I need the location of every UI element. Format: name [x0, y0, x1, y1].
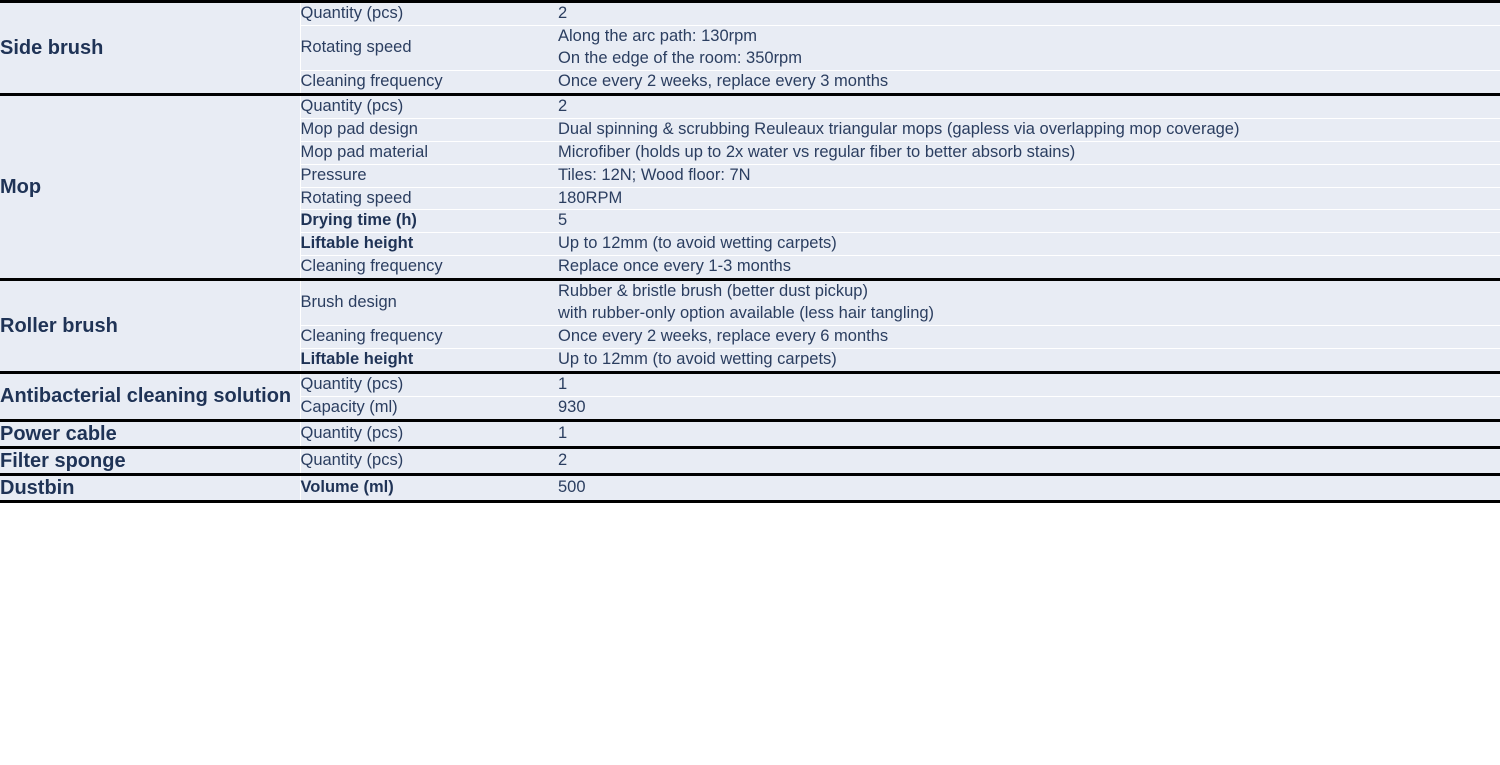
value-line: 930: [558, 397, 586, 416]
attribute-value: [558, 141, 1500, 164]
component-group-label: Antibacterial cleaning solution: [0, 373, 300, 421]
table-row: [0, 94, 1500, 118]
attribute-label: Liftable height: [300, 349, 558, 373]
table-row: [0, 447, 1500, 474]
attribute-label: Quantity (pcs): [300, 94, 558, 118]
attribute-value: [558, 256, 1500, 280]
component-group-label: Dustbin: [0, 474, 300, 501]
attribute-label: Mop pad design: [300, 118, 558, 141]
component-group-label: Roller brush: [0, 280, 300, 373]
attribute-label: Rotating speed: [300, 25, 558, 70]
value-line: 180RPM: [558, 188, 623, 207]
attribute-value: [558, 280, 1500, 326]
value-line: Microfiber (holds up to 2x water vs regular fiber to better absorb stains): [558, 142, 1076, 161]
attribute-label: Volume (ml): [300, 474, 558, 501]
attribute-value: [558, 25, 1500, 70]
attribute-label: Quantity (pcs): [300, 373, 558, 397]
attribute-value: [558, 420, 1500, 447]
attribute-label: Cleaning frequency: [300, 70, 558, 94]
value-line: Up to 12mm (to avoid wetting carpets): [558, 234, 837, 253]
component-group-label: Mop: [0, 94, 300, 280]
attribute-value: [558, 396, 1500, 420]
specifications-table-body: [0, 2, 1500, 502]
attribute-label: Rotating speed: [300, 187, 558, 210]
table-row: [0, 474, 1500, 501]
attribute-value: [558, 118, 1500, 141]
attribute-label: Liftable height: [300, 233, 558, 256]
table-row: [0, 280, 1500, 326]
attribute-value: [558, 210, 1500, 233]
value-line: 1: [558, 423, 568, 442]
attribute-label: Pressure: [300, 164, 558, 187]
value-line: On the edge of the room: 350rpm: [558, 48, 802, 67]
attribute-label: Quantity (pcs): [300, 447, 558, 474]
value-line: Along the arc path: 130rpm: [558, 26, 758, 45]
value-line: Tiles: 12N; Wood floor: 7N: [558, 165, 751, 184]
value-line: Replace once every 1-3 months: [558, 257, 791, 276]
component-group-label: Filter sponge: [0, 447, 300, 474]
component-group-label: Power cable: [0, 420, 300, 447]
value-line: 2: [558, 4, 568, 22]
value-line: 2: [558, 450, 568, 469]
table-row: [0, 420, 1500, 447]
value-line: 500: [558, 477, 586, 496]
attribute-label: Drying time (h): [300, 210, 558, 233]
value-line: 2: [558, 96, 568, 115]
attribute-label: Brush design: [300, 280, 558, 326]
value-line: Once every 2 weeks, replace every 3 months: [558, 71, 889, 90]
attribute-value: [558, 447, 1500, 474]
value-line: 1: [558, 375, 568, 393]
attribute-label: Quantity (pcs): [300, 2, 558, 26]
value-line: Up to 12mm (to avoid wetting carpets): [558, 350, 837, 369]
attribute-value: [558, 164, 1500, 187]
attribute-value: [558, 474, 1500, 501]
attribute-value: [558, 187, 1500, 210]
attribute-label: Quantity (pcs): [300, 420, 558, 447]
value-line: with rubber-only option available (less hair tangling): [558, 304, 935, 323]
value-line: 5: [558, 211, 568, 230]
attribute-label: Capacity (ml): [300, 396, 558, 420]
attribute-value: [558, 373, 1500, 397]
component-group-label: Side brush: [0, 2, 300, 95]
attribute-value: [558, 233, 1500, 256]
table-row: [0, 373, 1500, 397]
attribute-value: [558, 94, 1500, 118]
attribute-value: [558, 2, 1500, 26]
attribute-label: Mop pad material: [300, 141, 558, 164]
table-row: [0, 2, 1500, 26]
value-line: Rubber & bristle brush (better dust pickup): [558, 282, 868, 301]
attribute-value: [558, 326, 1500, 349]
value-line: Dual spinning & scrubbing Reuleaux triangular mops (gapless via overlapping mop coverage): [558, 119, 1240, 138]
attribute-value: [558, 70, 1500, 94]
attribute-label: Cleaning frequency: [300, 326, 558, 349]
attribute-value: [558, 349, 1500, 373]
value-line: Once every 2 weeks, replace every 6 months: [558, 327, 889, 346]
attribute-label: Cleaning frequency: [300, 256, 558, 280]
